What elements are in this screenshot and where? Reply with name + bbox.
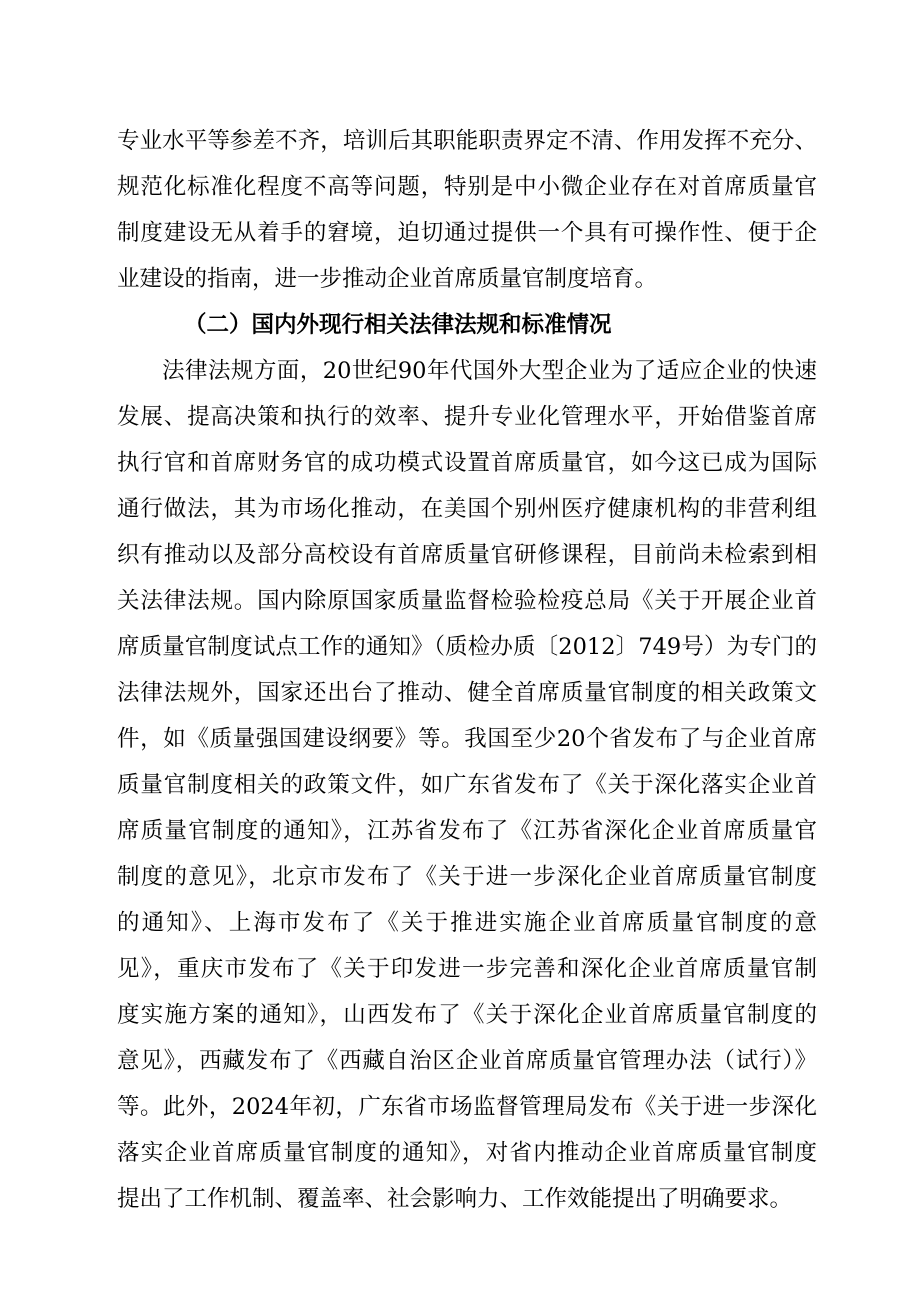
paragraph-1-line-2: 规范化标准化程度不高等问题，特别是中小微企业存在对首席质量官	[117, 174, 817, 200]
paragraph-2-line-19: 提出了工作机制、覆盖率、社会影响力、工作效能提出了明确要求。	[117, 1186, 793, 1212]
paragraph-2-line-14: 见》，重庆市发布了《关于印发进一步完善和深化企业首席质量官制	[117, 956, 817, 982]
paragraph-2-line-5: 织有推动以及部分高校设有首席质量官研修课程，目前尚未检索到相	[117, 542, 817, 568]
paragraph-1-line-1: 专业水平等参差不齐，培训后其职能职责界定不清、作用发挥不充分、	[117, 128, 817, 154]
paragraph-2-line-13: 的通知》、上海市发布了《关于推进实施企业首席质量官制度的意	[117, 910, 817, 936]
paragraph-2-line-6: 关法律法规。国内除原国家质量监督检验检疫总局《关于开展企业首	[117, 588, 817, 614]
paragraph-2-line-7: 席质量官制度试点工作的通知》（质检办质〔2012〕749号）为专门的	[117, 634, 817, 660]
paragraph-2-line-17: 等。此外，2024年初，广东省市场监督管理局发布《关于进一步深化	[117, 1094, 817, 1120]
section-heading: （二）国内外现行相关法律法规和标准情况	[184, 312, 612, 338]
paragraph-2-line-1: 法律法规方面，20世纪90年代国外大型企业为了适应企业的快速	[162, 358, 817, 384]
paragraph-2-line-18: 落实企业首席质量官制度的通知》，对省内推动企业首席质量官制度	[117, 1140, 817, 1166]
paragraph-1-line-4: 业建设的指南，进一步推动企业首席质量官制度培育。	[117, 266, 658, 292]
paragraph-1-line-3: 制度建设无从着手的窘境，迫切通过提供一个具有可操作性、便于企	[117, 220, 817, 246]
paragraph-2-line-12: 制度的意见》，北京市发布了《关于进一步深化企业首席质量官制度	[117, 864, 817, 890]
paragraph-2-line-9: 件，如《质量强国建设纲要》等。我国至少20个省发布了与企业首席	[117, 726, 817, 752]
paragraph-2-line-3: 执行官和首席财务官的成功模式设置首席质量官，如今这已成为国际	[117, 450, 817, 476]
paragraph-2-line-16: 意见》，西藏发布了《西藏自治区企业首席质量官管理办法（试行）》	[117, 1048, 817, 1074]
paragraph-2-line-4: 通行做法，其为市场化推动，在美国个别州医疗健康机构的非营利组	[117, 496, 817, 522]
paragraph-2-line-11: 席质量官制度的通知》，江苏省发布了《江苏省深化企业首席质量官	[117, 818, 817, 844]
paragraph-2-line-2: 发展、提高决策和执行的效率、提升专业化管理水平，开始借鉴首席	[117, 404, 817, 430]
paragraph-2-line-15: 度实施方案的通知》，山西发布了《关于深化企业首席质量官制度的	[117, 1002, 817, 1028]
paragraph-2-line-10: 质量官制度相关的政策文件，如广东省发布了《关于深化落实企业首	[117, 772, 817, 798]
paragraph-2-line-8: 法律法规外，国家还出台了推动、健全首席质量官制度的相关政策文	[117, 680, 817, 706]
